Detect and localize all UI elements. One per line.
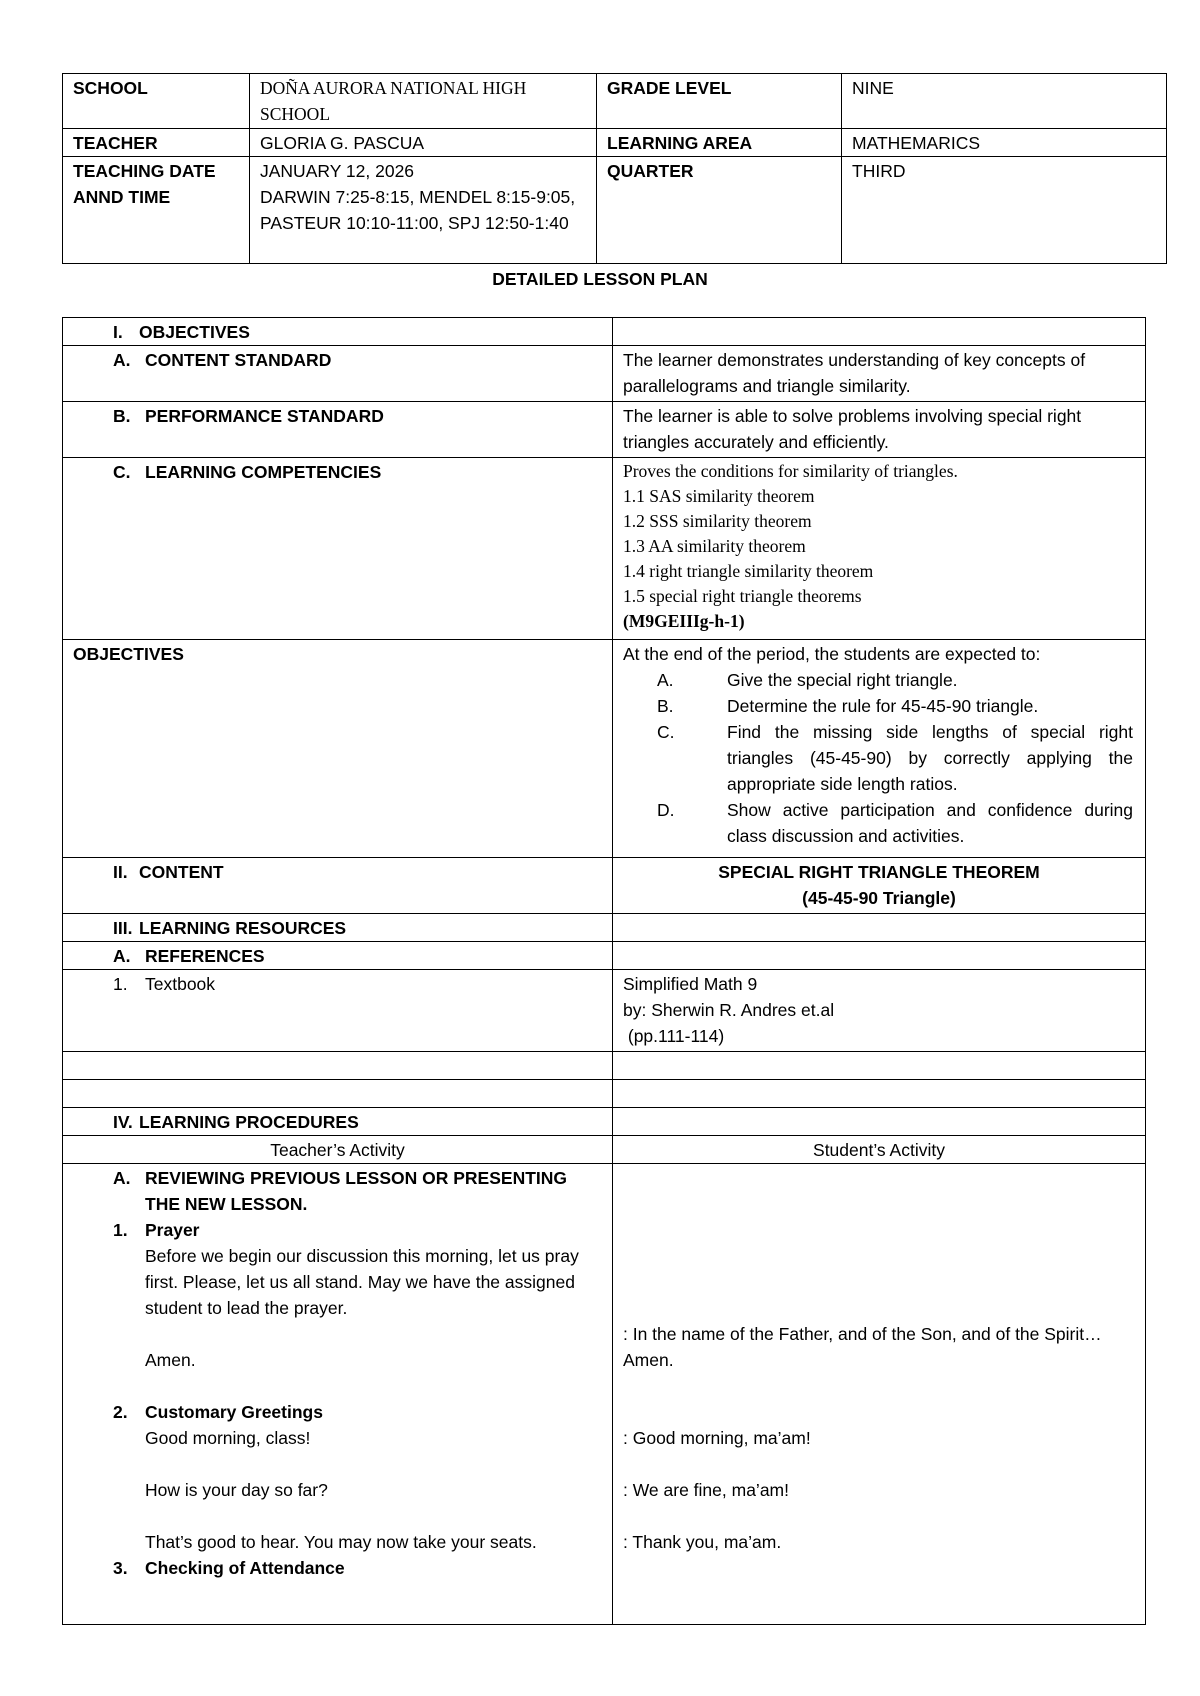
textbook-reference [613,970,1146,1052]
competencies-list [613,458,1146,640]
objectives-heading [63,318,613,346]
objective-text: Give the special right triangle. [727,670,958,690]
spacer [73,1373,602,1399]
resources-empty [613,914,1146,942]
greetings-label: Customary Greetings [145,1402,323,1422]
objective-item [623,719,1135,797]
header-row-school [63,74,1167,129]
references-cell [63,942,613,970]
content-num: II. [113,862,128,882]
greeting-teacher-3: That’s good to hear. You may now take your seats. [145,1532,537,1552]
header-table [62,73,1167,264]
content-label: CONTENT [139,862,224,882]
content-standard-num: A. [113,350,131,370]
objective-text: Find the missing side lengths of special right triangles (45-45-90) by correctly applying the appropriate side length ratios. [727,722,1133,794]
objective-marker: A. [657,670,674,690]
competency-code: (M9GEIIIg-h-1) [623,611,745,631]
textbook-author: by: Sherwin R. Andres et.al [623,1000,835,1020]
resources-row [63,914,1146,942]
prayer-text: Before we begin our discussion this morning, let us pray first. Please, let us all stand. May we have the assigned student to lead the prayer. [145,1246,579,1318]
content-cell [63,858,613,914]
references-row [63,942,1146,970]
prayer-amen: Amen. [145,1350,196,1370]
empty-row [63,1052,1146,1080]
performance-standard-label: PERFORMANCE STANDARD [145,406,384,426]
greetings-num: 2. [113,1402,128,1422]
performance-standard-text: The learner is able to solve problems involving special right triangles accurately and efficiently. [613,402,1146,458]
greetings-heading [73,1399,602,1425]
empty-cell [63,1080,613,1108]
empty-row [63,1080,1146,1108]
procedures-cell [63,1108,613,1136]
competency-line: 1.1 SAS similarity theorem [623,486,815,506]
spacer [623,1373,1135,1399]
teacher-activity-header: Teacher’s Activity [63,1136,613,1164]
references-num: A. [113,946,131,966]
quarter-label: QUARTER [597,157,842,264]
textbook-title: Simplified Math 9 [623,974,758,994]
objectives-heading-empty [613,318,1146,346]
objective-marker: B. [657,696,674,716]
objectives-label: OBJECTIVES [63,640,613,858]
spacer [623,1295,1135,1321]
teaching-date-cell [250,157,597,264]
objectives-cell [613,640,1146,858]
spacer [623,1243,1135,1269]
empty-cell [613,1080,1146,1108]
performance-standard-num: B. [113,406,131,426]
textbook-label: Textbook [145,974,216,994]
prayer-student-response: : In the name of the Father, and of the Son, and of the Spirit… Amen. [623,1324,1102,1370]
competencies-row [63,458,1146,640]
greeting-teacher-1: Good morning, class! [145,1428,311,1448]
empty-cell [613,1052,1146,1080]
resources-label: LEARNING RESOURCES [139,918,347,938]
greeting-student-1: : Good morning, ma’am! [623,1428,811,1448]
competencies-cell [63,458,613,640]
content-standard-cell [63,346,613,402]
objectives-num: I. [113,322,123,342]
review-num: A. [113,1168,131,1188]
learning-area-value: MATHEMARICS [842,129,1167,157]
activity-header-row [63,1136,1146,1164]
empty-cell [63,1052,613,1080]
spacer [73,1321,602,1347]
header-row-teacher [63,129,1167,157]
competency-line: 1.5 special right triangle theorems [623,586,862,606]
grade-level-value: NINE [842,74,1167,129]
greeting-student-2: : We are fine, ma’am! [623,1480,789,1500]
spacer [623,1165,1135,1191]
content-standard-row [63,346,1146,402]
content-value-line2: (45-45-90 Triangle) [802,888,956,908]
prayer-heading [73,1217,602,1243]
spacer [73,1451,602,1477]
resources-num: III. [113,918,133,938]
objectives-row [63,640,1146,858]
teaching-time-value: DARWIN 7:25-8:15, MENDEL 8:15-9:05, PASTEUR 10:10-11:00, SPJ 12:50-1:40 [260,187,576,233]
content-standard-text: The learner demonstrates understanding of key concepts of parallelograms and triangle similarity. [613,346,1146,402]
textbook-row [63,970,1146,1052]
objective-marker: D. [657,800,675,820]
objective-item [623,667,1135,693]
student-activity-cell [613,1164,1146,1625]
school-value: DOÑA AURORA NATIONAL HIGH SCHOOL [250,74,597,129]
attendance-label: Checking of Attendance [145,1558,345,1578]
plan-title: DETAILED LESSON PLAN [492,269,708,289]
spacer [623,1269,1135,1295]
textbook-num: 1. [113,974,128,994]
objectives-heading-row [63,318,1146,346]
grade-level-label: GRADE LEVEL [597,74,842,129]
prayer-label: Prayer [145,1220,200,1240]
school-label: SCHOOL [63,74,250,129]
competency-line: 1.4 right triangle similarity theorem [623,561,874,581]
quarter-value: THIRD [842,157,1167,264]
greeting-teacher-2: How is your day so far? [145,1480,328,1500]
teacher-value: GLORIA G. PASCUA [250,129,597,157]
objectives-list [623,667,1135,849]
objectives-intro: At the end of the period, the students are expected to: [623,644,1041,664]
teacher-activity-cell [63,1164,613,1625]
spacer [623,1217,1135,1243]
procedures-row [63,1108,1146,1136]
references-empty [613,942,1146,970]
textbook-pages: (pp.111-114) [623,1026,725,1046]
greeting-student-3: : Thank you, ma’am. [623,1532,782,1552]
references-label: REFERENCES [145,946,265,966]
header-row-date [63,157,1167,264]
activity-row [63,1164,1146,1625]
textbook-cell [63,970,613,1052]
procedures-empty [613,1108,1146,1136]
teacher-label: TEACHER [63,129,250,157]
content-value-line1: SPECIAL RIGHT TRIANGLE THEOREM [718,862,1040,882]
resources-cell [63,914,613,942]
performance-standard-row [63,402,1146,458]
spacer [623,1191,1135,1217]
review-label: REVIEWING PREVIOUS LESSON OR PRESENTING THE NEW LESSON. [145,1168,568,1214]
content-value [613,858,1146,914]
competencies-num: C. [113,462,131,482]
content-row [63,858,1146,914]
spacer [623,1399,1135,1425]
competency-line: 1.3 AA similarity theorem [623,536,806,556]
review-heading [73,1165,602,1217]
spacer [623,1503,1135,1529]
lesson-plan-table [62,317,1146,1625]
procedures-num: IV. [113,1112,133,1132]
prayer-num: 1. [113,1220,128,1240]
teaching-date-value: JANUARY 12, 2026 [260,161,415,181]
objective-text: Show active participation and confidence during class discussion and activities. [727,800,1133,846]
competencies-label: LEARNING COMPETENCIES [145,462,382,482]
teaching-date-label: TEACHING DATE ANND TIME [63,157,250,264]
learning-area-label: LEARNING AREA [597,129,842,157]
content-standard-label: CONTENT STANDARD [145,350,332,370]
performance-standard-cell [63,402,613,458]
spacer [623,1451,1135,1477]
spacer [73,1503,602,1529]
attendance-num: 3. [113,1558,128,1578]
objective-marker: C. [657,722,675,742]
competency-line: 1.2 SSS similarity theorem [623,511,812,531]
objectives-heading-label: OBJECTIVES [139,322,250,342]
competency-line: Proves the conditions for similarity of triangles. [623,461,958,481]
objective-item [623,693,1135,719]
objective-item [623,797,1135,849]
procedures-label: LEARNING PROCEDURES [139,1112,359,1132]
attendance-heading [73,1555,602,1581]
student-activity-header: Student’s Activity [613,1136,1146,1164]
objective-text: Determine the rule for 45-45-90 triangle. [727,696,1039,716]
